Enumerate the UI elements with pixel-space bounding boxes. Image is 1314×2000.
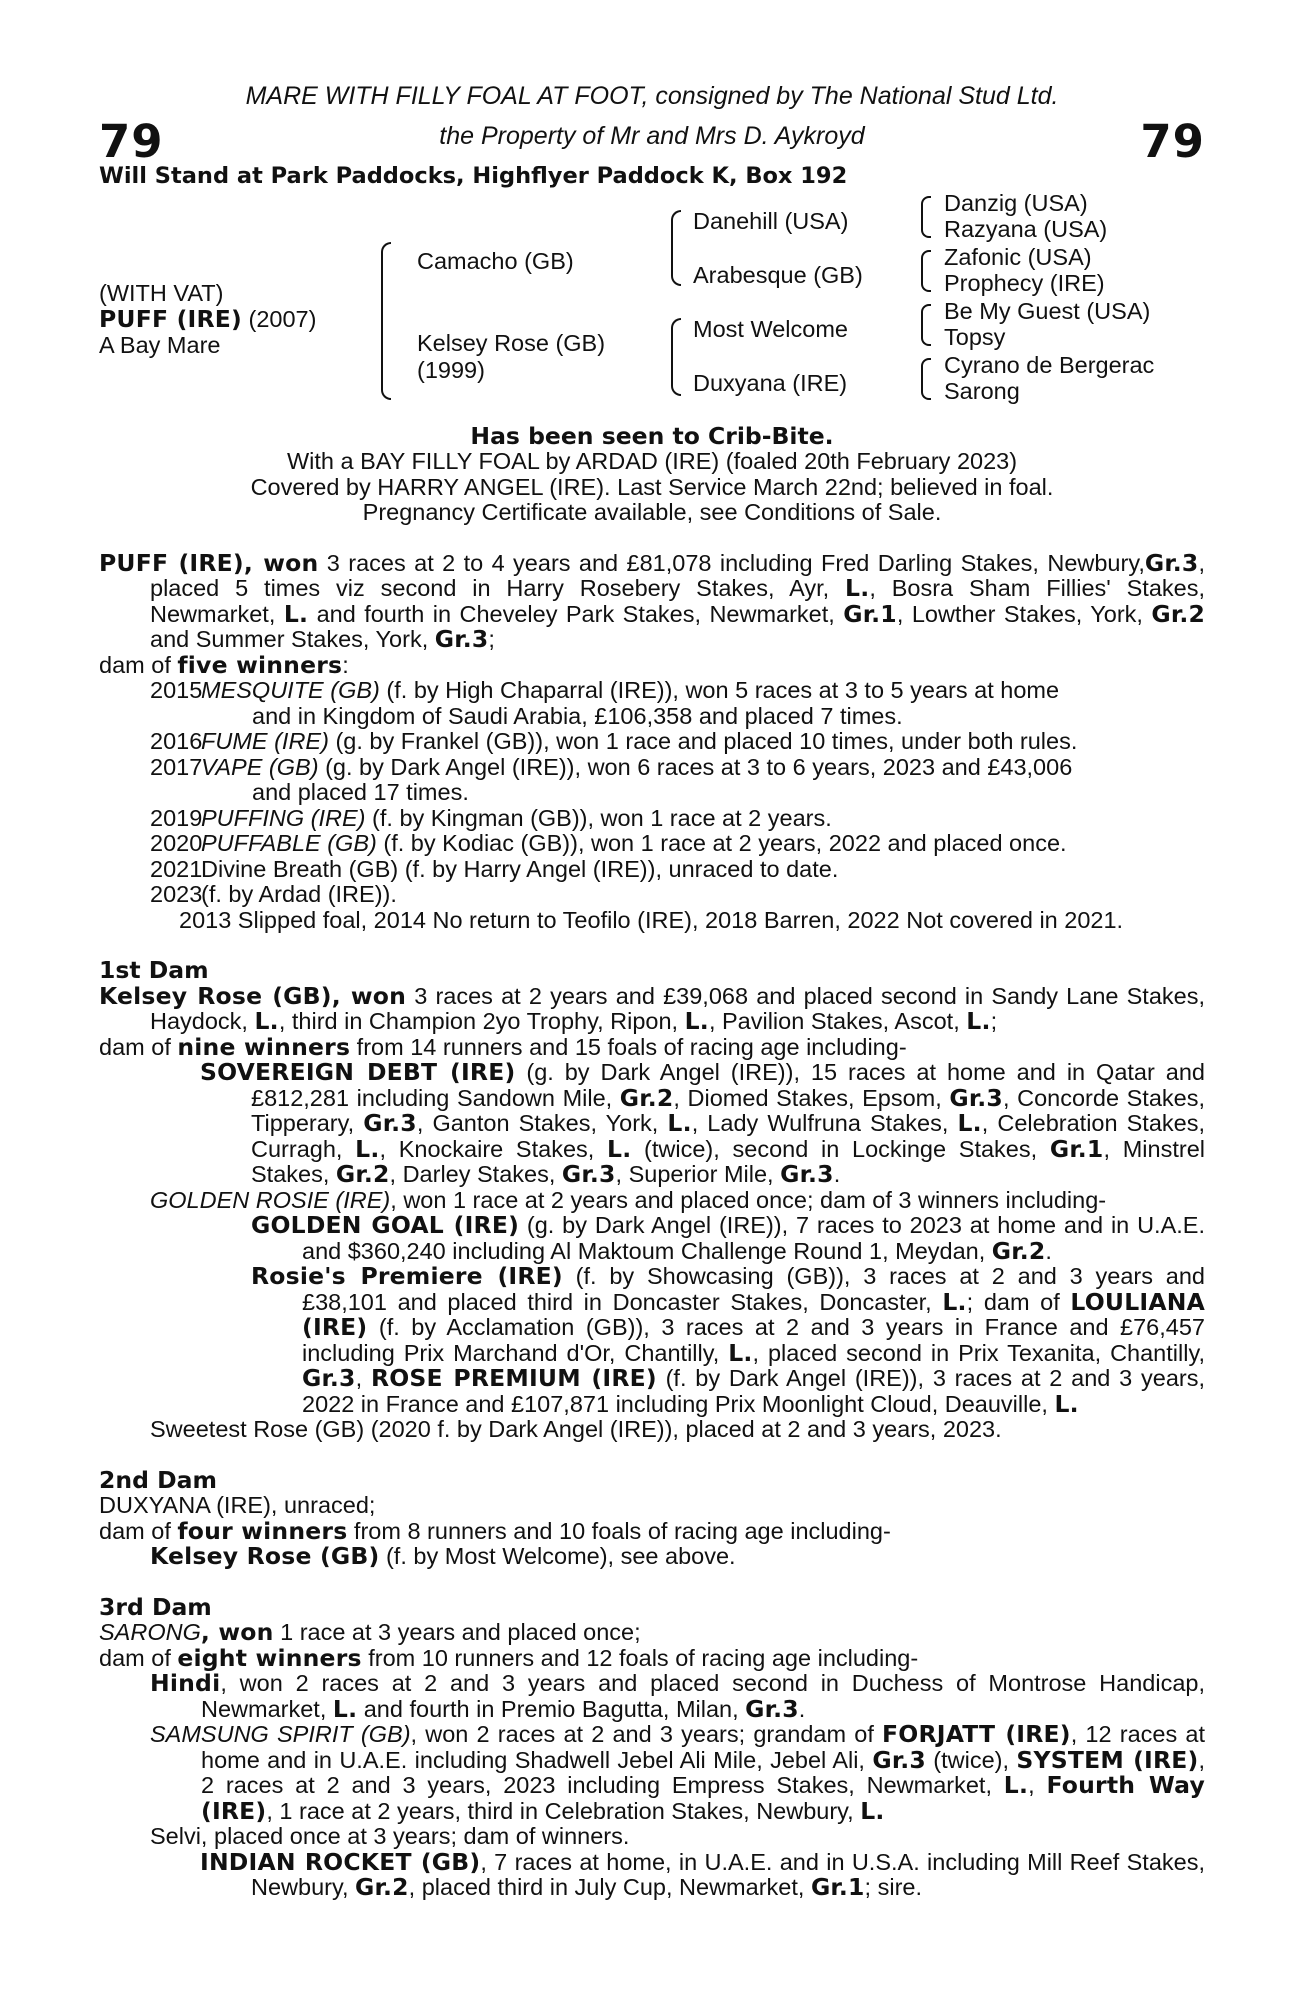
horse-name: Rosie's Premiere (IRE) xyxy=(251,1262,563,1290)
text-run: Gr.3 xyxy=(780,1160,834,1188)
text-run: , Celebration Stakes, Curragh, xyxy=(251,1110,1205,1162)
progeny-year: 2021 xyxy=(150,855,203,882)
progeny-row xyxy=(99,678,1205,729)
text: , Pavilion Stakes, Ascot, xyxy=(708,1008,967,1034)
text-run: (f. by Dark Angel (IRE)), 3 races at 2 and 3 years, 2022 in France and £107,871 including Prix Moonlight Cloud, Deauville, xyxy=(302,1365,1206,1417)
grade: L. xyxy=(684,1007,709,1035)
grade: Gr.1 xyxy=(843,599,897,628)
text-run: , Concorde Stakes, Tipperary, xyxy=(251,1084,1205,1136)
dam-name: SARONG xyxy=(99,1619,201,1645)
progeny-row xyxy=(99,831,1205,857)
text-run: from 8 runners and 10 foals of racing age including- xyxy=(347,1517,891,1544)
horse-name-line xyxy=(99,306,316,333)
text-run: , xyxy=(1028,1772,1047,1798)
text: : xyxy=(342,651,349,678)
catalogue-page xyxy=(99,80,1205,1901)
grade: L. xyxy=(283,599,309,628)
winners-count: eight winners xyxy=(177,1643,362,1672)
text-run: L. xyxy=(667,1109,692,1137)
winners-count: five winners xyxy=(177,650,343,679)
ggs-8: Sarong xyxy=(944,377,1020,404)
text-run: , won 1 race at 2 years and placed once; dam of 3 winners including- xyxy=(390,1186,1107,1213)
text-run: ; sire. xyxy=(864,1874,923,1900)
text-run: Gr.3 xyxy=(302,1364,356,1392)
text: , Lowther Stakes, York, xyxy=(896,600,1152,627)
horse-name: GOLDEN GOAL (IRE) xyxy=(251,1211,520,1239)
progeny-text: (f. by High Chaparral (IRE)), won 5 races at 3 to 5 years at home xyxy=(379,677,1060,703)
horse-year: (2007) xyxy=(241,305,317,332)
grade: Gr.3 xyxy=(1144,548,1199,577)
text-run: L. xyxy=(332,1694,358,1723)
text-run: , won 2 races at 2 and 3 years; grandam of xyxy=(410,1721,883,1747)
lot-number-left: 79 xyxy=(99,115,164,168)
samsung-spirit-record xyxy=(99,1722,1205,1824)
progeny-year: 2019 xyxy=(150,804,203,831)
text-run: Gr.1 xyxy=(810,1873,865,1901)
text-run: L. xyxy=(607,1134,632,1163)
second-dam-heading: 2nd Dam xyxy=(99,1465,217,1494)
text-run: , 1 race at 2 years, third in Celebration Stakes, Newbury, xyxy=(266,1797,861,1824)
text-run: , 12 races at home and in U.A.E. including Shadwell Jebel Ali Mile, Jebel Ali, xyxy=(201,1721,1205,1773)
horse-name: GOLDEN ROSIE (IRE) xyxy=(150,1186,391,1213)
progeny-text: (g. by Dark Angel (IRE)), won 6 races at 3 to 6 years, 2023 and £43,006 xyxy=(318,753,1073,780)
text-run: , placed second in Prix Texanita, Chantilly, xyxy=(752,1339,1205,1366)
text-run: (g. by Dark Angel (IRE)), 7 races to 2023 at home and in U.A.E. and $360,240 including Al Maktoum Challenge Round 1, Meydan, xyxy=(302,1212,1205,1264)
text-run: Gr.3 xyxy=(561,1160,616,1188)
text: from 14 runners and 15 foals of racing age including- xyxy=(350,1033,907,1060)
consignor-line: MARE WITH FILLY FOAL AT FOOT, consigned by The National Stud Ltd. xyxy=(245,82,1059,110)
progeny-year: 2017 xyxy=(150,753,203,780)
text-run: , placed third in July Cup, Newmarket, xyxy=(408,1874,811,1900)
text-run: L. xyxy=(728,1338,753,1367)
text-run: L. xyxy=(1054,1389,1079,1418)
first-dam-of xyxy=(99,1032,1205,1061)
bracket-sire-parents xyxy=(671,210,681,286)
text: , Bosra Sham Fillies' Stakes, Newmarket, xyxy=(150,575,1205,627)
progeny-year: 2015 xyxy=(150,677,203,703)
dam-name: Kelsey Rose (GB) xyxy=(417,329,606,356)
text: ; xyxy=(990,1008,998,1034)
text-run: , 2 races at 2 and 3 years, 2023 including Empress Stakes, Newmarket, xyxy=(201,1746,1206,1798)
ggs-7: Cyrano de Bergerac xyxy=(944,351,1155,378)
text-run: , won 2 races at 2 and 3 years and placed second in Duchess of Montrose Handicap, Newmarket, xyxy=(201,1670,1205,1722)
winners-count: four winners xyxy=(177,1516,348,1545)
text: and Summer Stakes, York, xyxy=(150,626,435,652)
text-run: (twice), second in Lockinge Stakes, xyxy=(631,1135,1050,1162)
text-run: dam of xyxy=(99,1644,178,1671)
progeny-name: FUME (IRE) xyxy=(201,728,329,754)
grade: L. xyxy=(966,1007,991,1035)
text: and fourth in Cheveley Park Stakes, Newmarket, xyxy=(308,600,844,627)
text: ; xyxy=(488,626,495,652)
progeny-row xyxy=(99,806,1205,832)
text-run: Gr.3 xyxy=(949,1083,1003,1112)
text-run: Gr.2 xyxy=(991,1236,1046,1265)
progeny-name: VAPE (GB) xyxy=(201,753,319,780)
text: , third in Champion 2yo Trophy, Ripon, xyxy=(278,1008,685,1034)
text-run: and fourth in Premio Bagutta, Milan, xyxy=(357,1695,746,1722)
progeny-text: (f. by Kodiac (GB)), won 1 race at 2 years, 2022 and placed once. xyxy=(376,830,1067,856)
text-run: , Minstrel Stakes, xyxy=(251,1135,1205,1187)
progeny-text: (f. by Ardad (IRE)). xyxy=(201,881,397,907)
text-run: L. xyxy=(957,1109,982,1137)
third-dam-record xyxy=(99,1620,1205,1646)
progeny-row xyxy=(99,755,1205,806)
indian-rocket-record xyxy=(99,1847,1205,1901)
text-run: 1 race at 3 years and placed once; xyxy=(273,1619,641,1645)
progeny-row xyxy=(99,857,1205,883)
breeding-misc: 2013 Slipped foal, 2014 No return to Teofilo (IRE), 2018 Barren, 2022 Not covered in 2021. xyxy=(179,906,1124,933)
text-run: Gr.1 xyxy=(1049,1134,1104,1163)
horse-name: LOULIANA (IRE) xyxy=(302,1287,1205,1341)
ggs-6: Topsy xyxy=(944,323,1006,350)
progeny-row xyxy=(99,882,1205,908)
text-run: . xyxy=(1045,1237,1052,1264)
pregnancy-note: Pregnancy Certificate available, see Conditions of Sale. xyxy=(362,499,942,525)
mare-record xyxy=(99,548,1205,653)
text-run: (f. by Most Welcome), see above. xyxy=(379,1543,736,1569)
progeny-text: (f. by Kingman (GB)), won 1 race at 2 years. xyxy=(365,804,832,831)
text-run: (f. by Showcasing (GB)), 3 races at 2 and 3 years and £38,101 and placed third in Doncaster Stakes, Doncaster, xyxy=(302,1263,1205,1315)
text-run: , Superior Mile, xyxy=(615,1161,781,1187)
horse-name: INDIAN ROCKET (GB) xyxy=(200,1847,481,1876)
text-run: , Knockaire Stakes, xyxy=(379,1135,608,1162)
text-run: Gr.3 xyxy=(363,1109,417,1137)
progeny-cont: and placed 17 times. xyxy=(252,779,469,805)
horse-name: PUFF (IRE) xyxy=(99,304,242,333)
ggs-1: Danzig (USA) xyxy=(944,189,1088,216)
text-run: , xyxy=(355,1365,371,1391)
covered-note: Covered by HARRY ANGEL (IRE). Last Service March 22nd; believed in foal. xyxy=(250,473,1054,500)
progeny-name: MESQUITE (GB) xyxy=(201,677,380,703)
stand-location: Will Stand at Park Paddocks, Highflyer Paddock K, Box 192 xyxy=(99,163,848,189)
mare-name: PUFF (IRE) xyxy=(99,548,244,577)
third-dam-heading: 3rd Dam xyxy=(99,1592,212,1621)
text-run: , Diomed Stakes, Epsom, xyxy=(673,1084,950,1111)
text-run: Gr.2 xyxy=(355,1873,409,1901)
text-run: , 7 races at home, in U.A.E. and in U.S.A. including Mill Reef Stakes, Newbury, xyxy=(251,1848,1205,1900)
second-dam-of xyxy=(99,1516,1205,1545)
progeny-name: PUFFABLE (GB) xyxy=(201,830,377,856)
bracket-ggs-4 xyxy=(921,358,931,400)
progeny-text: (g. by Frankel (GB)), won 1 race and placed 10 times, under both rules. xyxy=(328,728,1078,754)
progeny-year: 2016 xyxy=(150,728,203,754)
crib-bite-note: Has been seen to Crib-Bite. xyxy=(470,421,834,450)
progeny-name: PUFFING (IRE) xyxy=(201,804,366,831)
pedigree-table xyxy=(99,190,1205,418)
won-label: , won xyxy=(331,981,407,1010)
selvi-record: Selvi, placed once at 3 years; dam of winners. xyxy=(150,1823,630,1849)
third-dam-of xyxy=(99,1643,1205,1672)
text: 3 races at 2 to 4 years and £81,078 including Fred Darling Stakes, Newbury, xyxy=(318,549,1145,576)
horse-name: ROSE PREMIUM (IRE) xyxy=(370,1364,657,1392)
golden-rosie-record xyxy=(99,1188,1205,1214)
text-run: Gr.3 xyxy=(745,1694,799,1723)
sweetest-rose-record: Sweetest Rose (GB) (2020 f. by Dark Angel (IRE)), placed at 2 and 3 years, 2023. xyxy=(150,1416,1002,1442)
grandsire-1: Danehill (USA) xyxy=(693,207,849,234)
first-dam-heading: 1st Dam xyxy=(99,956,209,984)
text-run: (g. by Dark Angel (IRE)), 15 races at home and in Qatar and £812,281 including Sandown Mile, xyxy=(251,1059,1205,1111)
horse-name: Fourth Way (IRE) xyxy=(201,1771,1206,1825)
text-run: (f. by Acclamation (GB)), 3 races at 2 and 3 years in France and £76,457 including Prix Marchand d'Or, Chantilly, xyxy=(302,1314,1205,1366)
text-run: (twice), xyxy=(925,1746,1017,1773)
foal-note: With a BAY FILLY FOAL by ARDAD (IRE) (foaled 20th February 2023) xyxy=(286,448,1018,474)
text-run: , won xyxy=(200,1618,274,1646)
horse-name: Hindi xyxy=(150,1669,221,1697)
bracket-dam-parents xyxy=(671,318,681,396)
text-run: . xyxy=(798,1695,806,1722)
text: 3 races at 2 years and £39,068 and placed second in Sandy Lane Stakes, Haydock, xyxy=(150,982,1205,1034)
hindi-record xyxy=(99,1671,1205,1722)
horse-name: SAMSUNG SPIRIT (GB) xyxy=(150,1721,411,1747)
text-run: Gr.3 xyxy=(872,1745,926,1774)
horse-description: A Bay Mare xyxy=(99,331,221,358)
bracket-sire-dam xyxy=(381,242,391,400)
grade: Gr.2 xyxy=(1151,599,1205,628)
ggs-5: Be My Guest (USA) xyxy=(944,297,1151,324)
horse-name: SYSTEM (IRE) xyxy=(1016,1745,1199,1774)
text-run: Gr.2 xyxy=(619,1083,674,1112)
text-run: ; dam of xyxy=(966,1288,1071,1315)
grade: L. xyxy=(845,574,870,602)
horse-name: Kelsey Rose (GB) xyxy=(150,1542,380,1570)
text-run: L. xyxy=(860,1796,885,1825)
text-run: L. xyxy=(355,1134,380,1163)
first-dam-record xyxy=(99,981,1205,1035)
granddam-1: Arabesque (GB) xyxy=(693,261,863,288)
granddam-2: Duxyana (IRE) xyxy=(693,369,848,396)
sire: Camacho (GB) xyxy=(417,247,574,274)
vat-label: (WITH VAT) xyxy=(99,279,224,306)
dam-year: (1999) xyxy=(417,356,485,383)
text: dam of xyxy=(99,1033,178,1060)
golden-goal-record xyxy=(99,1213,1205,1264)
bracket-ggs-1 xyxy=(921,196,931,238)
dam-name: Kelsey Rose (GB) xyxy=(99,981,332,1010)
ggs-3: Zafonic (USA) xyxy=(944,243,1092,270)
text-run: dam of xyxy=(99,1517,178,1544)
text-run: Gr.2 xyxy=(335,1160,390,1188)
grade: Gr.3 xyxy=(434,625,489,653)
text: dam of xyxy=(99,651,178,678)
progeny-row xyxy=(99,729,1205,755)
bracket-ggs-3 xyxy=(921,304,931,346)
kelsey-rose-record xyxy=(99,1544,1205,1570)
progeny-year: 2023 xyxy=(150,881,203,907)
winners-count: nine winners xyxy=(177,1032,351,1061)
text-run: from 10 runners and 12 foals of racing age including- xyxy=(361,1644,919,1671)
rosies-premiere-record xyxy=(99,1264,1205,1417)
grandsire-2: Most Welcome xyxy=(693,315,848,342)
progeny-list xyxy=(99,678,1205,933)
text-run: , Lady Wulfruna Stakes, xyxy=(691,1110,958,1136)
second-dam-record: DUXYANA (IRE), unraced; xyxy=(99,1492,376,1518)
progeny-cont: and in Kingdom of Saudi Arabia, £106,358 and placed 7 times. xyxy=(252,702,903,729)
lot-number-right: 79 xyxy=(1140,115,1205,168)
horse-name: SOVEREIGN DEBT (IRE) xyxy=(200,1058,516,1086)
text-run: L. xyxy=(942,1287,967,1316)
sovereign-debt-record xyxy=(99,1060,1205,1188)
ggs-4: Prophecy (IRE) xyxy=(944,269,1105,296)
ggs-2: Razyana (USA) xyxy=(944,215,1108,242)
text: , placed 5 times viz second in Harry Rosebery Stakes, Ayr, xyxy=(150,549,1205,601)
text-run: . xyxy=(833,1161,841,1187)
mare-dam-of xyxy=(99,650,1205,679)
horse-name: FORJATT (IRE) xyxy=(882,1720,1071,1748)
text-run: L. xyxy=(1003,1771,1029,1799)
property-line: the Property of Mr and Mrs D. Aykroyd xyxy=(439,121,865,150)
grade: L. xyxy=(254,1007,279,1035)
won-label: , won xyxy=(243,548,319,577)
progeny-year: 2020 xyxy=(150,830,203,856)
text-run: , Ganton Stakes, York, xyxy=(416,1110,668,1136)
text-run: , Darley Stakes, xyxy=(389,1161,562,1187)
progeny-text: Divine Breath (GB) (f. by Harry Angel (IRE)), unraced to date. xyxy=(201,855,839,882)
bracket-ggs-2 xyxy=(921,250,931,292)
